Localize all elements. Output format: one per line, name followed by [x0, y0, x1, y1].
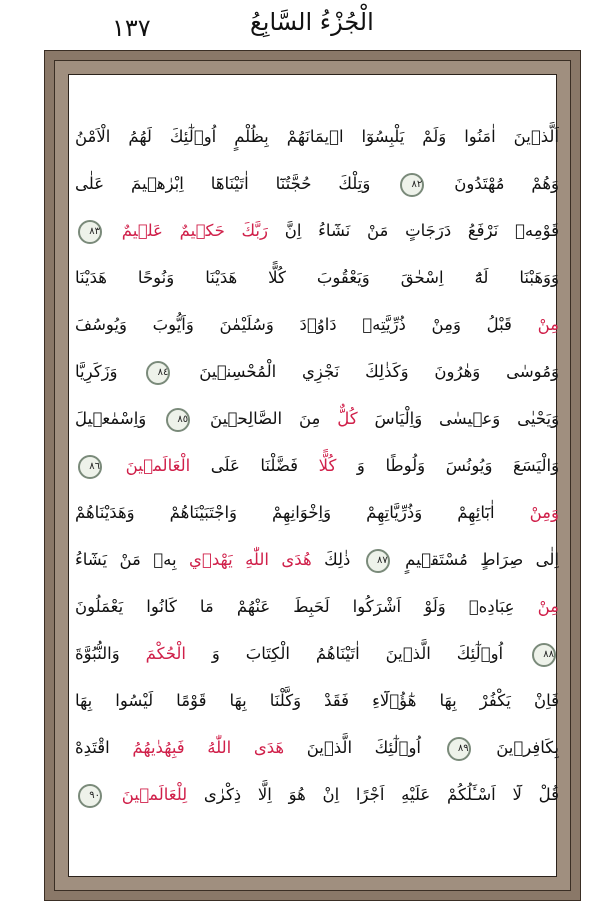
verse-text: وَهُمْ مُهْتَدُونَ	[454, 174, 559, 193]
verse-text: قَبْلُ وَمِنْ ذُرِّيَّتِه۪ دَاوُ۫دَ وَسُلَيْمٰنَ وَاَيُّوبَ وَيُوسُفَ	[75, 315, 512, 334]
ayah-number-marker: ٩٠	[78, 784, 102, 808]
verse-text: هُدَى اللّٰهِ يَهْد۪ي	[189, 550, 312, 569]
verse-text: فَاِنْ يَكْفُرْ بِهَا هٰٓؤُ۬لَٓاءِ فَقَدْ وَكَّلْنَا بِهَا قَوْمًا لَيْسُوا بِهَا	[75, 691, 559, 710]
verse-line	[75, 583, 559, 630]
verse-line	[75, 677, 559, 724]
verse-text: اَلَّذ۪ينَ اٰمَنُوا وَلَمْ يَلْبِسُوٓا ا۪يمَانَهُمْ بِظُلْمٍ اُو۬لٰٓئِكَ لَهُمُ الْاَمْنُ	[75, 127, 559, 146]
ayah-number-marker: ٨٤	[146, 361, 170, 385]
ayah-number-marker: ٨٨	[532, 643, 556, 667]
verse-text: وَوَهَبْنَا لَهُٓ اِسْحٰقَ وَيَعْقُوبَ كُلًّا هَدَيْنَا وَنُوحًا هَدَيْنَا	[75, 268, 559, 287]
verse-text: ذٰلِكَ	[324, 550, 351, 569]
frame-border	[54, 60, 571, 891]
verse-text: وَمُوسٰى وَهٰرُونَ وَكَذٰلِكَ نَجْزِي الْمُحْسِن۪ينَ	[199, 362, 559, 381]
verse-text: اقْتَدِهْ	[75, 738, 110, 757]
verse-line	[75, 254, 559, 301]
ayah-number-marker: ٨٩	[447, 737, 471, 761]
verse-line	[75, 348, 559, 395]
verse-line	[75, 207, 559, 254]
verse-text: وَيَحْيٰى وَع۪يسٰى وَاِلْيَاسَ	[374, 409, 559, 428]
verse-line	[75, 771, 559, 818]
verse-text: بِكَافِر۪ينَ	[496, 738, 559, 757]
verse-line	[75, 395, 559, 442]
verse-line	[75, 442, 559, 489]
verse-text: وَتِلْكَ حُجَّتُنَٓا اٰتَيْنَاهَٓا اِبْرٰه۪يمَ عَلٰى	[75, 174, 371, 193]
verse-line	[75, 489, 559, 536]
verse-text: كُلًّا	[318, 456, 337, 475]
verse-text: قَوْمِه۪ نَرْفَعُ دَرَجَاتٍ مَنْ نَشَٓاءُ اِنَّ	[284, 221, 559, 240]
verse-line	[75, 536, 559, 583]
verse-line	[75, 160, 559, 207]
ayah-number-marker: ٨٧	[366, 549, 390, 573]
verse-text: اُو۬لٰٓئِكَ الَّذ۪ينَ اٰتَيْنَاهُمُ الْكِتَابَ وَ	[211, 644, 504, 663]
verse-text: وَاِسْمٰع۪يلَ	[75, 409, 147, 428]
verse-line	[75, 301, 559, 348]
verse-text: بِه۪ مَنْ يَشَٓاءُ	[75, 550, 177, 569]
ayah-number-marker: ٨٦	[78, 455, 102, 479]
page-number: ١٣٧	[112, 14, 151, 42]
verse-line	[75, 630, 559, 677]
verse-text: اُو۬لٰٓئِكَ الَّذ۪ينَ	[306, 738, 421, 757]
verse-text: قُلْ لَٓا اَسْـَٔلُكُمْ عَلَيْهِ اَجْرًا اِنْ هُوَ اِلَّا ذِكْرٰى	[203, 785, 559, 804]
verse-text: كُلٌّ	[337, 409, 358, 428]
quran-text-block	[75, 113, 559, 818]
verse-text: لِلْعَالَم۪ينَ	[121, 785, 188, 804]
verse-text: عِبَادِه۪ وَلَوْ اَشْرَكُوا لَحَبِطَ عَنْهُمْ مَا كَانُوا يَعْمَلُونَ	[75, 597, 515, 616]
page-header	[0, 0, 611, 50]
ayah-number-marker: ٨٢	[400, 173, 424, 197]
verse-text: رَبَّكَ حَك۪يمٌ عَل۪يمٌ	[121, 221, 268, 240]
verse-text: مِنْ	[537, 597, 559, 616]
ayah-number-marker: ٨٥	[166, 408, 190, 432]
verse-text: وَزَكَرِيَّا	[75, 362, 118, 381]
verse-text: الْعَالَم۪ينَ	[125, 456, 191, 475]
verse-text: فَضَّلْنَا عَلَى	[210, 456, 299, 475]
verse-line	[75, 724, 559, 771]
verse-text: هَدَى اللّٰهُ فَبِهُدٰيهُمُ	[132, 738, 285, 757]
verse-text: الْحُكْمَ	[145, 644, 186, 663]
verse-text: مِنَ الصَّالِح۪ينَ	[210, 409, 321, 428]
verse-text: وَالْيَسَعَ وَيُونُسَ وَلُوطًا وَ	[356, 456, 559, 475]
verse-text: اِلٰى صِرَاطٍ مُسْتَق۪يمٍ	[405, 550, 559, 569]
verse-text: وَمِنْ	[529, 503, 559, 522]
verse-text: مِنْ	[537, 315, 559, 334]
verse-text: وَالنُّبُوَّةَ	[75, 644, 120, 663]
verse-text: اٰبَٓائِهِمْ وَذُرِّيَّاتِهِمْ وَاِخْوَانِهِمْ وَاجْتَبَيْنَاهُمْ وَهَدَيْنَاهُمْ	[75, 503, 495, 522]
page-frame	[44, 50, 581, 901]
ayah-number-marker: ٨٣	[78, 220, 102, 244]
juz-title: الْجُزْءُ السَّابِعُ	[250, 8, 374, 36]
text-panel	[68, 74, 557, 877]
verse-line	[75, 113, 559, 160]
